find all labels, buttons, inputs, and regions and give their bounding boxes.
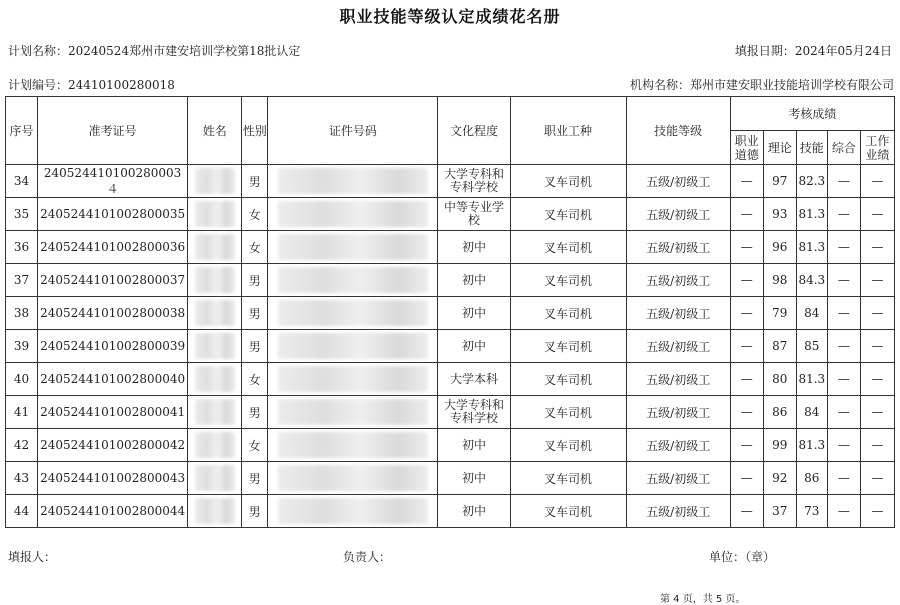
cell-name xyxy=(188,330,242,363)
redacted-id-number xyxy=(278,267,428,293)
cell-work: — xyxy=(860,462,894,495)
cell-level: 五级/初级工 xyxy=(626,264,730,297)
filler-label: 填报人： xyxy=(8,550,57,564)
cell-theory: 79 xyxy=(763,297,796,330)
plan-name: 计划名称：20240524郑州市建安培训学校第18批认定 xyxy=(8,44,301,58)
cell-occupation: 叉车司机 xyxy=(510,297,626,330)
cell-education: 中等专业学校 xyxy=(438,198,510,231)
cell-id-no xyxy=(268,231,438,264)
redacted-name xyxy=(195,168,235,194)
header-ethics: 职业道德 xyxy=(730,131,763,165)
cell-overall: — xyxy=(827,363,860,396)
cell-theory: 37 xyxy=(763,495,796,528)
cell-work: — xyxy=(860,165,894,198)
table-row xyxy=(6,231,895,264)
cell-education: 初中 xyxy=(438,495,510,528)
cell-exam-no: 2405244101002800041 xyxy=(38,396,188,429)
cell-work: — xyxy=(860,495,894,528)
cell-occupation: 叉车司机 xyxy=(510,396,626,429)
cell-exam-no: 2405244101002800036 xyxy=(38,231,188,264)
cell-work: — xyxy=(860,396,894,429)
cell-occupation: 叉车司机 xyxy=(510,231,626,264)
cell-ethics: — xyxy=(730,330,763,363)
cell-level: 五级/初级工 xyxy=(626,165,730,198)
cell-overall: — xyxy=(827,462,860,495)
cell-education: 初中 xyxy=(438,462,510,495)
cell-id-no xyxy=(268,297,438,330)
cell-id-no xyxy=(268,264,438,297)
table-row xyxy=(6,363,895,396)
cell-gender: 男 xyxy=(242,330,268,363)
cell-skill: 85 xyxy=(796,330,827,363)
cell-theory: 87 xyxy=(763,330,796,363)
header-overall: 综合 xyxy=(827,131,860,165)
cell-name xyxy=(188,165,242,198)
cell-exam-no: 2405244101002800037 xyxy=(38,264,188,297)
cell-overall: — xyxy=(827,198,860,231)
cell-id-no xyxy=(268,198,438,231)
plan-number: 计划编号：24410100280018 xyxy=(8,78,175,92)
cell-id-no xyxy=(268,462,438,495)
table-row xyxy=(6,462,895,495)
cell-gender: 男 xyxy=(242,495,268,528)
cell-work: — xyxy=(860,231,894,264)
cell-work: — xyxy=(860,429,894,462)
fill-date: 填报日期：2024年05月24日 xyxy=(734,44,892,58)
redacted-name xyxy=(195,333,235,359)
cell-exam-no: 2405244101002800040 xyxy=(38,363,188,396)
cell-occupation: 叉车司机 xyxy=(510,495,626,528)
cell-skill: 84.3 xyxy=(796,264,827,297)
cell-ethics: — xyxy=(730,198,763,231)
cell-ethics: — xyxy=(730,264,763,297)
cell-id-no xyxy=(268,396,438,429)
cell-occupation: 叉车司机 xyxy=(510,363,626,396)
page-indicator: 第 4 页，共 5 页。 xyxy=(660,594,746,605)
cell-overall: — xyxy=(827,495,860,528)
header-id-no: 证件号码 xyxy=(268,97,438,165)
cell-overall: — xyxy=(827,297,860,330)
redacted-id-number xyxy=(278,333,428,359)
cell-level: 五级/初级工 xyxy=(626,198,730,231)
cell-skill: 84 xyxy=(796,396,827,429)
header-name: 姓名 xyxy=(188,97,242,165)
cell-exam-no: 2405244101002800043 xyxy=(38,462,188,495)
cell-ethics: — xyxy=(730,495,763,528)
table-row xyxy=(6,165,895,198)
cell-occupation: 叉车司机 xyxy=(510,165,626,198)
cell-seq: 37 xyxy=(6,264,38,297)
page-title: 职业技能等级认定成绩花名册 xyxy=(339,7,561,26)
cell-seq: 39 xyxy=(6,330,38,363)
cell-id-no xyxy=(268,330,438,363)
cell-ethics: — xyxy=(730,462,763,495)
table-row xyxy=(6,429,895,462)
cell-gender: 女 xyxy=(242,363,268,396)
table-row xyxy=(6,297,895,330)
table-row xyxy=(6,495,895,528)
cell-skill: 81.3 xyxy=(796,198,827,231)
redacted-id-number xyxy=(278,366,428,392)
table-row xyxy=(6,330,895,363)
header-occupation: 职业工种 xyxy=(510,97,626,165)
redacted-name xyxy=(195,498,235,524)
cell-occupation: 叉车司机 xyxy=(510,429,626,462)
redacted-id-number xyxy=(278,399,428,425)
cell-level: 五级/初级工 xyxy=(626,396,730,429)
cell-name xyxy=(188,396,242,429)
cell-seq: 36 xyxy=(6,231,38,264)
cell-education: 初中 xyxy=(438,264,510,297)
responsible-label: 负责人： xyxy=(343,550,392,564)
cell-occupation: 叉车司机 xyxy=(510,330,626,363)
cell-education: 初中 xyxy=(438,330,510,363)
cell-exam-no: 2405244101002800035 xyxy=(38,198,188,231)
cell-ethics: — xyxy=(730,231,763,264)
cell-theory: 99 xyxy=(763,429,796,462)
cell-name xyxy=(188,231,242,264)
redacted-id-number xyxy=(278,201,428,227)
unit-seal-label: 单位：（章） xyxy=(709,550,776,564)
cell-overall: — xyxy=(827,429,860,462)
cell-seq: 40 xyxy=(6,363,38,396)
cell-theory: 80 xyxy=(763,363,796,396)
cell-level: 五级/初级工 xyxy=(626,429,730,462)
redacted-id-number xyxy=(278,432,428,458)
cell-skill: 81.3 xyxy=(796,429,827,462)
cell-theory: 92 xyxy=(763,462,796,495)
redacted-name xyxy=(195,267,235,293)
cell-id-no xyxy=(268,165,438,198)
cell-gender: 女 xyxy=(242,198,268,231)
header-theory: 理论 xyxy=(763,131,796,165)
cell-occupation: 叉车司机 xyxy=(510,264,626,297)
cell-education: 初中 xyxy=(438,297,510,330)
redacted-id-number xyxy=(278,234,428,260)
cell-name xyxy=(188,462,242,495)
cell-ethics: — xyxy=(730,396,763,429)
cell-name xyxy=(188,363,242,396)
cell-work: — xyxy=(860,264,894,297)
redacted-name xyxy=(195,366,235,392)
cell-seq: 42 xyxy=(6,429,38,462)
redacted-name xyxy=(195,399,235,425)
cell-ethics: — xyxy=(730,429,763,462)
cell-work: — xyxy=(860,198,894,231)
score-roster-table xyxy=(5,96,895,528)
cell-exam-no: 2405244101002800044 xyxy=(38,495,188,528)
cell-work: — xyxy=(860,297,894,330)
cell-gender: 男 xyxy=(242,165,268,198)
cell-name xyxy=(188,297,242,330)
cell-level: 五级/初级工 xyxy=(626,231,730,264)
cell-work: — xyxy=(860,330,894,363)
cell-id-no xyxy=(268,363,438,396)
cell-gender: 男 xyxy=(242,396,268,429)
redacted-id-number xyxy=(278,498,428,524)
cell-exam-no: 2405244101002800039 xyxy=(38,330,188,363)
table-row xyxy=(6,198,895,231)
redacted-name xyxy=(195,234,235,260)
cell-name xyxy=(188,198,242,231)
cell-gender: 女 xyxy=(242,429,268,462)
cell-level: 五级/初级工 xyxy=(626,363,730,396)
header-seq: 序号 xyxy=(6,97,38,165)
header-education: 文化程度 xyxy=(438,97,510,165)
cell-skill: 86 xyxy=(796,462,827,495)
cell-id-no xyxy=(268,429,438,462)
cell-occupation: 叉车司机 xyxy=(510,198,626,231)
cell-skill: 82.3 xyxy=(796,165,827,198)
cell-id-no xyxy=(268,495,438,528)
redacted-name xyxy=(195,300,235,326)
cell-ethics: — xyxy=(730,165,763,198)
header-level: 技能等级 xyxy=(626,97,730,165)
cell-education: 大学本科 xyxy=(438,363,510,396)
cell-overall: — xyxy=(827,330,860,363)
cell-level: 五级/初级工 xyxy=(626,297,730,330)
cell-name xyxy=(188,429,242,462)
cell-skill: 73 xyxy=(796,495,827,528)
header-scores-group: 考核成绩 xyxy=(730,97,894,131)
cell-exam-no: 2405244101002800042 xyxy=(38,429,188,462)
redacted-name xyxy=(195,432,235,458)
cell-education: 大学专科和专科学校 xyxy=(438,165,510,198)
header-work: 工作业绩 xyxy=(860,131,894,165)
cell-level: 五级/初级工 xyxy=(626,495,730,528)
redacted-id-number xyxy=(278,300,428,326)
cell-skill: 81.3 xyxy=(796,363,827,396)
cell-work: — xyxy=(860,363,894,396)
cell-gender: 男 xyxy=(242,462,268,495)
organization-name: 机构名称：郑州市建安职业技能培训学校有限公司 xyxy=(629,78,894,92)
table-row xyxy=(6,396,895,429)
cell-gender: 男 xyxy=(242,297,268,330)
cell-exam-no: 2405244101002800038 xyxy=(38,297,188,330)
cell-overall: — xyxy=(827,264,860,297)
cell-level: 五级/初级工 xyxy=(626,330,730,363)
header-skill: 技能 xyxy=(796,131,827,165)
cell-overall: — xyxy=(827,165,860,198)
cell-theory: 93 xyxy=(763,198,796,231)
redacted-id-number xyxy=(278,465,428,491)
cell-ethics: — xyxy=(730,297,763,330)
cell-theory: 97 xyxy=(763,165,796,198)
cell-theory: 86 xyxy=(763,396,796,429)
header-gender: 性别 xyxy=(242,97,268,165)
cell-theory: 96 xyxy=(763,231,796,264)
cell-seq: 44 xyxy=(6,495,38,528)
cell-theory: 98 xyxy=(763,264,796,297)
cell-education: 大学专科和专科学校 xyxy=(438,396,510,429)
redacted-name xyxy=(195,465,235,491)
cell-seq: 43 xyxy=(6,462,38,495)
table-row xyxy=(6,264,895,297)
cell-overall: — xyxy=(827,231,860,264)
redacted-name xyxy=(195,201,235,227)
cell-education: 初中 xyxy=(438,231,510,264)
cell-ethics: — xyxy=(730,363,763,396)
cell-gender: 女 xyxy=(242,231,268,264)
cell-seq: 34 xyxy=(6,165,38,198)
cell-skill: 81.3 xyxy=(796,231,827,264)
cell-seq: 38 xyxy=(6,297,38,330)
redacted-id-number xyxy=(278,168,428,194)
cell-gender: 男 xyxy=(242,264,268,297)
cell-name xyxy=(188,264,242,297)
cell-name xyxy=(188,495,242,528)
cell-level: 五级/初级工 xyxy=(626,462,730,495)
cell-seq: 35 xyxy=(6,198,38,231)
cell-seq: 41 xyxy=(6,396,38,429)
cell-occupation: 叉车司机 xyxy=(510,462,626,495)
cell-skill: 84 xyxy=(796,297,827,330)
cell-education: 初中 xyxy=(438,429,510,462)
cell-overall: — xyxy=(827,396,860,429)
cell-exam-no: 240524410100280003４ xyxy=(38,165,188,198)
header-exam-no: 准考证号 xyxy=(38,97,188,165)
